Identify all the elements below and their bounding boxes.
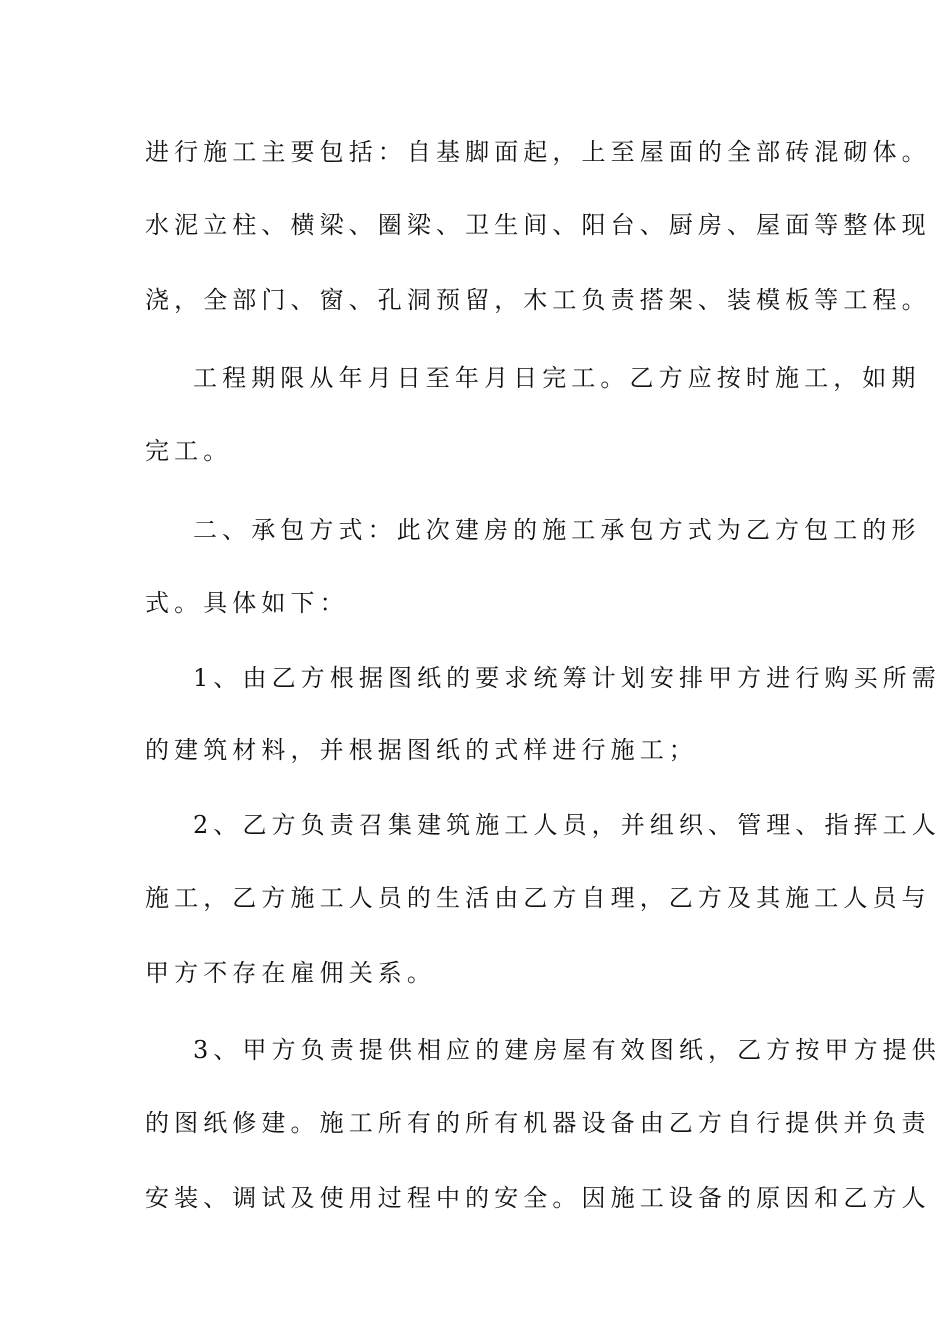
text-line-4: 工程期限从年月日至年月日完工。乙方应按时施工，如期 (193, 364, 921, 392)
text-line-6: 二、承包方式：此次建房的施工承包方式为乙方包工的形 (193, 516, 921, 544)
text-line-8: 1、由乙方根据图纸的要求统筹计划安排甲方进行购买所需 (193, 664, 941, 692)
text-line-13: 3、甲方负责提供相应的建房屋有效图纸，乙方按甲方提供 (193, 1036, 941, 1064)
text-line-7: 式。具体如下： (145, 589, 349, 617)
text-line-15: 安装、调试及使用过程中的安全。因施工设备的原因和乙方人 (145, 1184, 931, 1212)
text-line-14: 的图纸修建。施工所有的所有机器设备由乙方自行提供并负责 (145, 1109, 931, 1137)
text-line-9: 的建筑材料，并根据图纸的式样进行施工； (145, 736, 698, 764)
text-line-11: 施工，乙方施工人员的生活由乙方自理，乙方及其施工人员与 (145, 884, 931, 912)
text-line-2: 水泥立柱、横梁、圈梁、卫生间、阳台、厨房、屋面等整体现 (145, 211, 931, 239)
text-line-10: 2、乙方负责召集建筑施工人员，并组织、管理、指挥工人 (193, 811, 941, 839)
text-line-1: 进行施工主要包括：自基脚面起，上至屋面的全部砖混砌体。 (145, 138, 931, 166)
text-line-3: 浇，全部门、窗、孔洞预留，木工负责搭架、装模板等工程。 (145, 286, 931, 314)
text-line-5: 完工。 (145, 437, 233, 465)
text-line-12: 甲方不存在雇佣关系。 (145, 959, 436, 987)
